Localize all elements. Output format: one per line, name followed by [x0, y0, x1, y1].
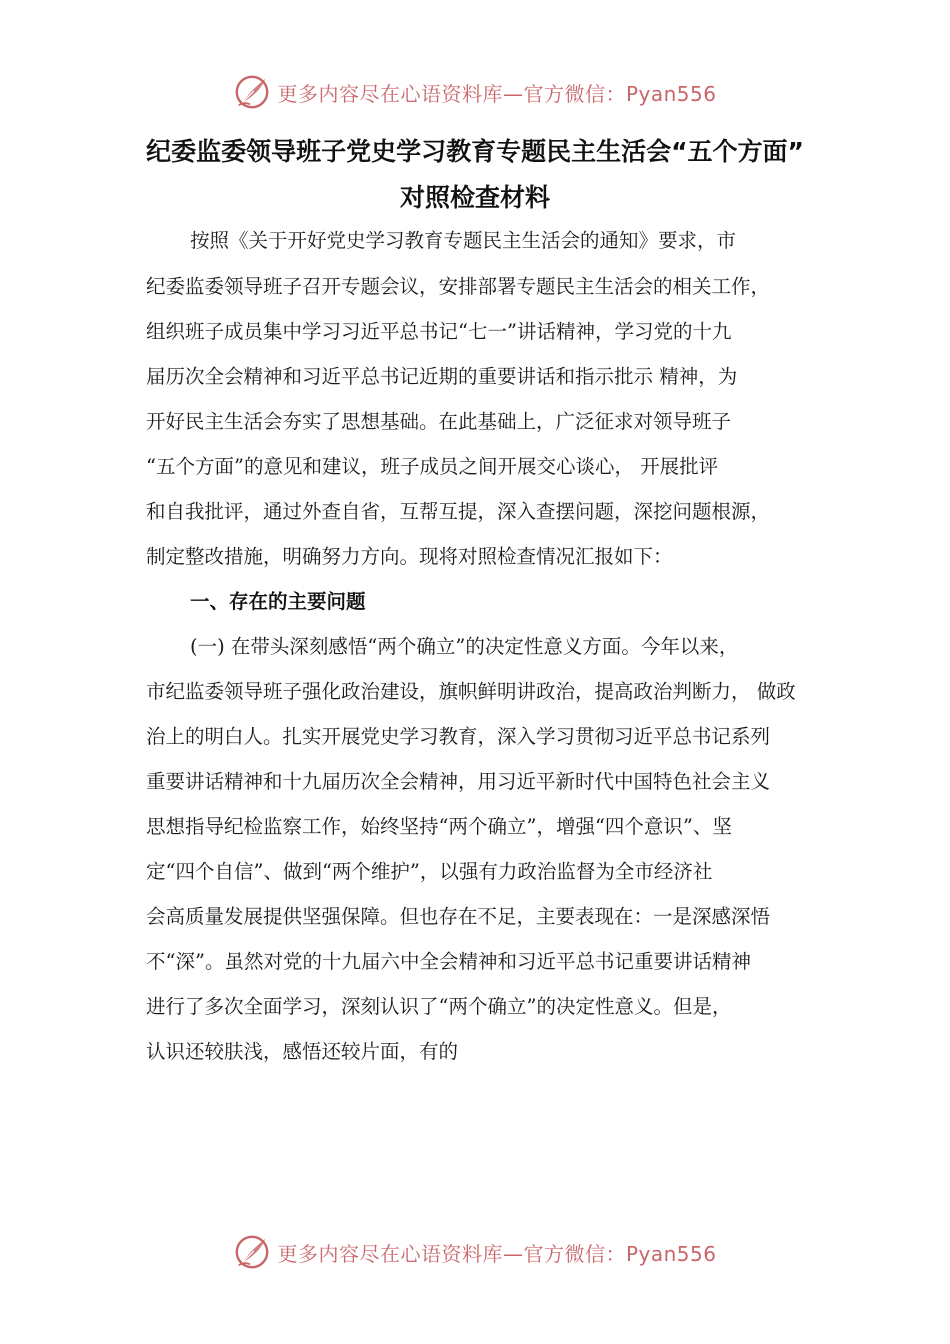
intro-line-1: 按照《关于开好党史学习教育专题民主生活会的通知》要求，市: [190, 229, 737, 252]
intro-line-5: 开好民主生活会夯实了思想基础。在此基础上，广泛征求对领导班子: [146, 410, 732, 433]
section1-line-6: 定“四个自信”、做到“两个维护”，以强有力政治监督为全市经济社: [146, 860, 713, 883]
section-heading-1: 一、存在的主要问题: [190, 590, 366, 613]
document-title-line-1: 纪委监委领导班子党史学习教育专题民主生活会“五个方面”: [146, 137, 804, 166]
section1-line-10: 认识还较肤浅，感悟还较片面，有的: [146, 1040, 459, 1063]
intro-line-2: 纪委监委领导班子召开专题会议，安排部署专题民主生活会的相关工作，: [146, 275, 771, 298]
watermark-text-top: 更多内容尽在心语资料库—官方微信：Pyan556: [277, 81, 717, 106]
section1-line-7: 会高质量发展提供坚强保障。但也存在不足，主要表现在：一是深感深悟: [146, 905, 771, 928]
feather-pen-logo-icon: [233, 73, 271, 111]
watermark-text-bottom: 更多内容尽在心语资料库—官方微信：Pyan556: [277, 1241, 717, 1266]
section1-line-9: 进行了多次全面学习，深刻认识了“两个确立”的决定性意义。但是，: [146, 995, 732, 1018]
document-title-line-2: 对照检查材料: [399, 183, 550, 212]
intro-line-4: 届历次全会精神和习近平总书记近期的重要讲话和指示批示 精神，为: [146, 365, 738, 388]
watermark-banner-top: [0, 72, 950, 112]
intro-line-6: “五个方面”的意见和建议，班子成员之间开展交心谈心， 开展批评: [146, 455, 719, 478]
intro-line-3: 组织班子成员集中学习习近平总书记“七一”讲话精神，学习党的十九: [146, 320, 732, 343]
section1-line-1: (一) 在带头深刻感悟“两个确立”的决定性意义方面。今年以来，: [190, 635, 739, 658]
watermark-banner-bottom: [0, 1232, 950, 1272]
section1-line-4: 重要讲话精神和十九届历次全会精神，用习近平新时代中国特色社会主义: [146, 770, 771, 793]
feather-pen-logo-icon: [233, 1233, 271, 1271]
section1-line-5: 思想指导纪检监察工作，始终坚持“两个确立”，增强“四个意识”、坚: [146, 815, 732, 838]
section1-line-8: 不“深”。虽然对党的十九届六中全会精神和习近平总书记重要讲话精神: [146, 950, 751, 973]
intro-line-8: 制定整改措施，明确努力方向。现将对照检查情况汇报如下：: [146, 545, 673, 568]
section1-line-2: 市纪监委领导班子强化政治建设，旗帜鲜明讲政治，提高政治判断力， 做政: [146, 680, 796, 703]
section1-line-3: 治上的明白人。扎实开展党史学习教育，深入学习贯彻习近平总书记系列: [146, 725, 771, 748]
intro-line-7: 和自我批评，通过外查自省，互帮互提，深入查摆问题，深挖问题根源，: [146, 500, 771, 523]
